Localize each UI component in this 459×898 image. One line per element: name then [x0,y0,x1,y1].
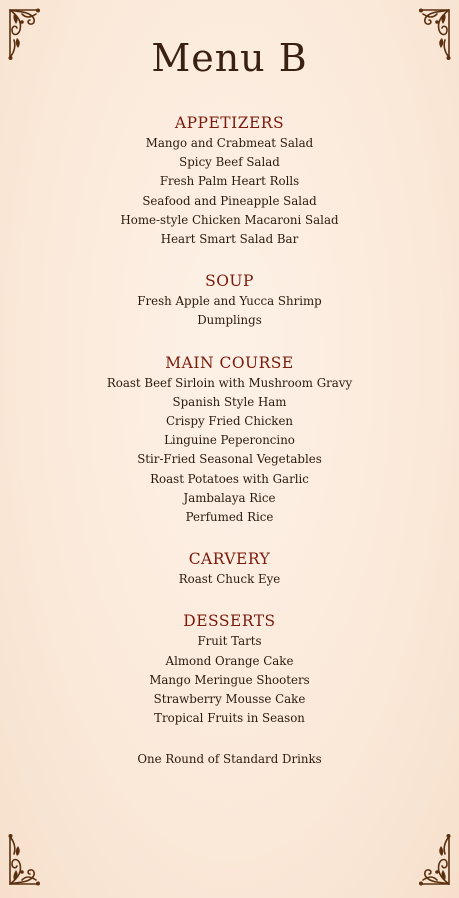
menu-item: Almond Orange Cake [165,653,294,668]
menu-item: Roast Potatoes with Garlic [150,471,309,486]
menu-title: Menu B [151,36,308,80]
menu-item: Mango Meringue Shooters [149,672,310,687]
menu-section-carvery [0,549,459,589]
menu-item: Spanish Style Ham [172,394,287,409]
menu-item: Fresh Apple and Yucca Shrimp [137,294,322,309]
drinks-note: One Round of Standard Drinks [137,752,322,767]
section-heading: APPETIZERS [174,114,285,132]
menu-item: Dumplings [197,313,262,328]
menu-item: Seafood and Pineapple Salad [142,193,317,208]
menu-item: Roast Beef Sirloin with Mushroom Gravy [106,375,353,390]
menu-item: Linguine Peperoncino [164,433,295,448]
section-heading: SOUP [205,272,254,291]
menu-section-desserts [0,611,459,728]
menu-item: Fruit Tarts [197,634,262,649]
menu-item: Crispy Fried Chicken [165,414,294,429]
menu-item: Mango and Crabmeat Salad [145,136,314,150]
menu-item: Strawberry Mousse Cake [153,692,306,707]
menu-section-soup [0,271,459,330]
menu-section-main-course [0,353,459,528]
section-heading: CARVERY [188,550,271,569]
menu-item: Stir-Fried Seasonal Vegetables [137,452,322,467]
floral-corner-ornament-icon [417,832,451,886]
menu-list [0,113,459,770]
section-heading: MAIN COURSE [165,353,294,372]
menu-item: Heart Smart Salad Bar [160,232,299,247]
floral-corner-ornament-icon [8,832,42,886]
menu-item: Home-style Chicken Macaroni Salad [120,212,339,227]
menu-item: Tropical Fruits in Season [154,711,305,726]
menu-item: Roast Chuck Eye [178,572,281,587]
menu-item: Jambalaya Rice [183,490,276,505]
section-heading: DESSERTS [183,612,276,631]
menu-section-appetizers [0,113,459,249]
menu-item: Spicy Beef Salad [179,155,280,170]
menu-item: Fresh Palm Heart Rolls [159,174,300,189]
menu-item: Perfumed Rice [185,510,274,525]
